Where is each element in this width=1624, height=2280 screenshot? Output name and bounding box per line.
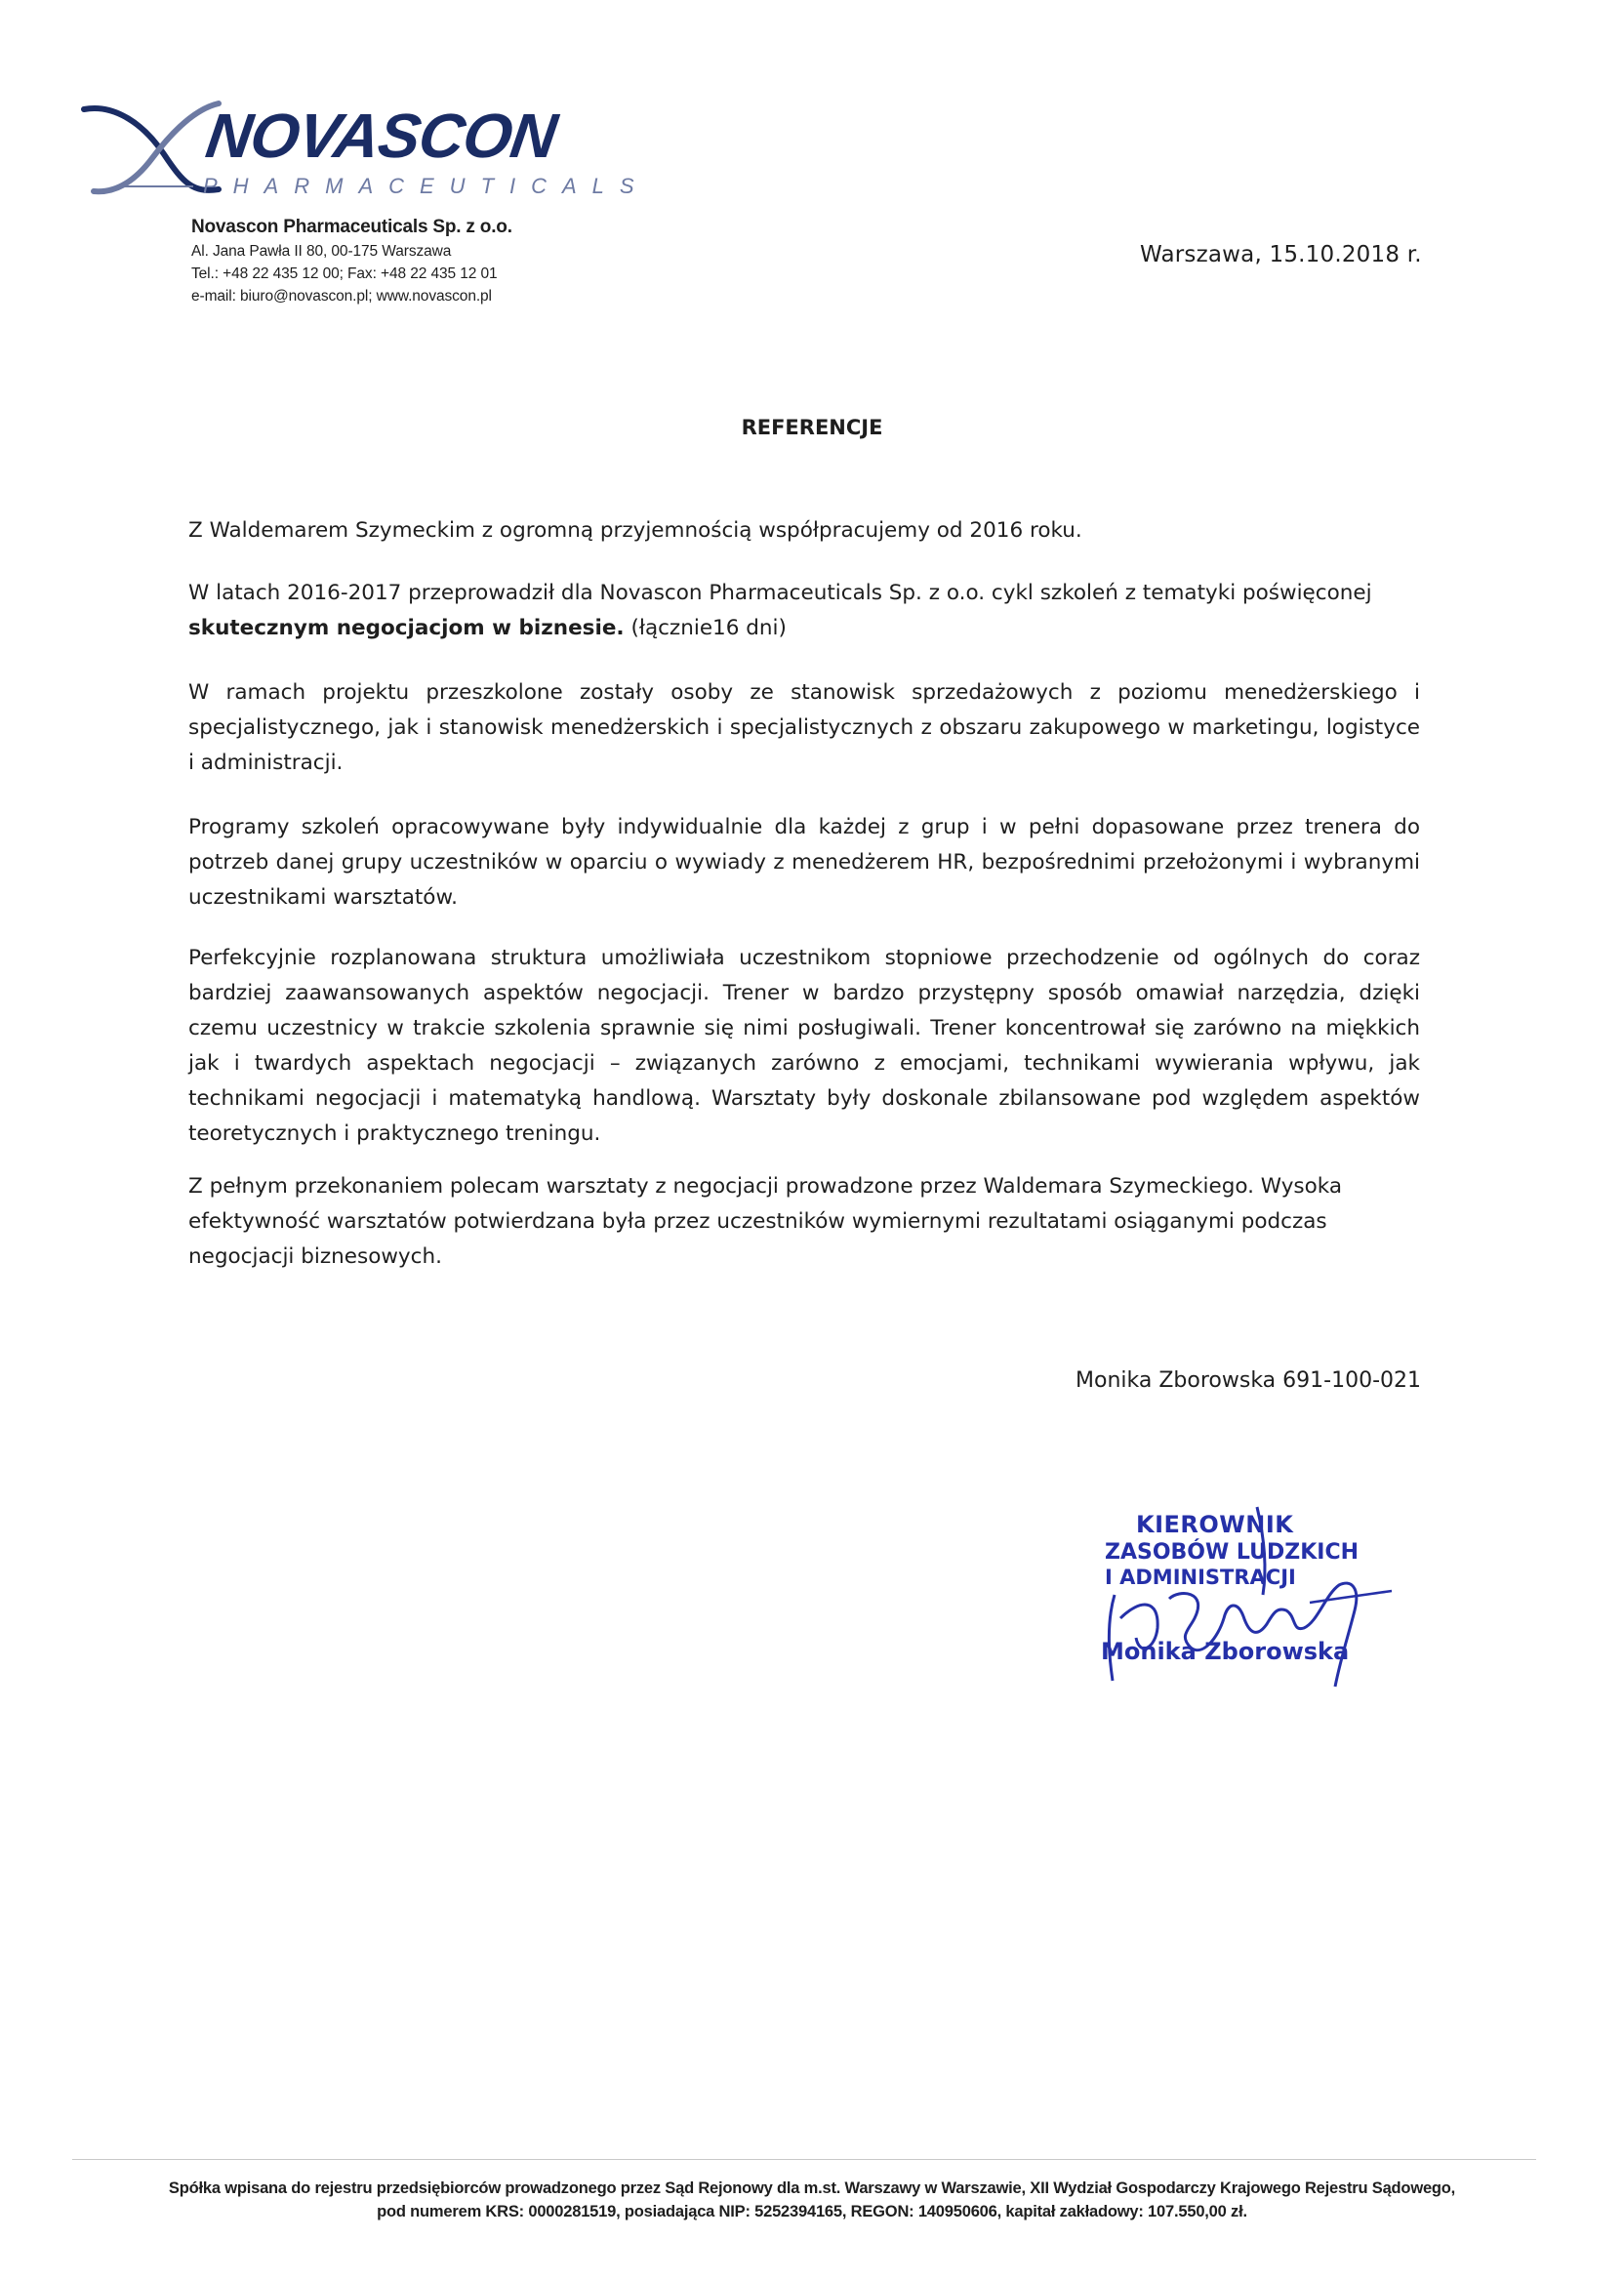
logo-divider — [125, 185, 193, 187]
company-contact: e-mail: biuro@novascon.pl; www.novascon.pl — [191, 288, 492, 305]
handwritten-signature — [1101, 1501, 1394, 1696]
footer-line-2: pod numerem KRS: 0000281519, posiadająca NIP: 5252394165, REGON: 140950606, kapitał zakładowy: 107.550,00 zł. — [377, 2203, 1247, 2220]
paragraph-1: Z Waldemarem Szymeckim z ogromną przyjemnością współpracujemy od 2016 roku. — [188, 518, 1082, 543]
paragraph-6: Z pełnym przekonaniem polecam warsztaty z negocjacji prowadzone przez Waldemara Szymeckiego. Wysoka efektywność warsztatów potwierdzana była przez uczestników wymiernymi rezultatami osiąganymi podczas negocjacji biznesowych. — [188, 1174, 1343, 1269]
paragraph-3: W ramach projektu przeszkolone zostały osoby ze stanowisk sprzedażowych z poziomu menedżerskiego i specjalistycznego, jak i stanowisk menedżerskich i specjalistycznych z obszaru zakupowego w marketingu, logistyce i administracji. — [188, 680, 1420, 775]
paragraph-2 — [188, 576, 1420, 646]
letter-title: REFERENCJE — [741, 416, 883, 439]
stamp-line-3: I ADMINISTRACJI — [1105, 1566, 1296, 1589]
footer-divider — [72, 2159, 1536, 2160]
company-name: Novascon Pharmaceuticals Sp. z o.o. — [191, 217, 512, 237]
stamp-line-1: KIEROWNIK — [1136, 1511, 1294, 1538]
letter-date: Warszawa, 15.10.2018 r. — [1140, 242, 1422, 267]
company-logo — [76, 96, 650, 203]
logo-brand: NOVASCON — [201, 101, 561, 171]
paragraph-2-text: W latach 2016-2017 przeprowadził dla Novascon Pharmaceuticals Sp. z o.o. cykl szkoleń z tematyki poświęconej — [188, 581, 1372, 605]
stamp-line-4: Monika Zborowska — [1101, 1638, 1350, 1665]
footer-line-1: Spółka wpisana do rejestru przedsiębiorców prowadzonego przez Sąd Rejonowy dla m.st. Warszawy w Warszawie, XII Wydział Gospodarczy Krajowego Rejestru Sądowego, — [168, 2179, 1456, 2197]
company-address: Al. Jana Pawła II 80, 00-175 Warszawa — [191, 243, 452, 260]
company-info — [191, 215, 512, 307]
paragraph-4: Programy szkoleń opracowywane były indywidualnie dla każdej z grup i w pełni dopasowane przez trenera do potrzeb danej grupy uczestników w oparciu o wywiady z menedżerem HR, bezpośrednimi przełożonymi i wybranymi uczestnikami warsztatów. — [188, 815, 1420, 910]
stamp-line-2: ZASOBÓW LUDZKICH — [1105, 1540, 1360, 1565]
signer-name: Monika Zborowska 691-100-021 — [1076, 1368, 1421, 1393]
company-phone: Tel.: +48 22 435 12 00; Fax: +48 22 435 12 01 — [191, 265, 498, 282]
footer-legal — [0, 2177, 1624, 2223]
paragraph-2-duration: (łącznie16 dni) — [624, 616, 787, 640]
logo-subtitle: PHARMACEUTICALS — [203, 174, 650, 198]
paragraph-2-emphasis: skutecznym negocjacjom w biznesie. — [188, 616, 625, 640]
official-stamp — [1101, 1501, 1394, 1696]
paragraph-5: Perfekcyjnie rozplanowana struktura umożliwiała uczestnikom stopniowe przechodzenie od ogólnych do coraz bardziej zaawansowanych aspektów negocjacji. Trener w bardzo przystępny sposób omawiał narzędzia, dzięki czemu uczestnicy w trakcie szkolenia sprawnie się nimi posługiwali. Trener koncentrował się zarówno na miękkich jak i twardych aspektach negocjacji – związanych zarówno z emocjami, technikami wywierania wpływu, jak technikami negocjacji i matematyką handlową. Warsztaty były doskonale zbilansowane pod względem aspektów teoretycznych i praktycznego treningu. — [188, 946, 1420, 1146]
